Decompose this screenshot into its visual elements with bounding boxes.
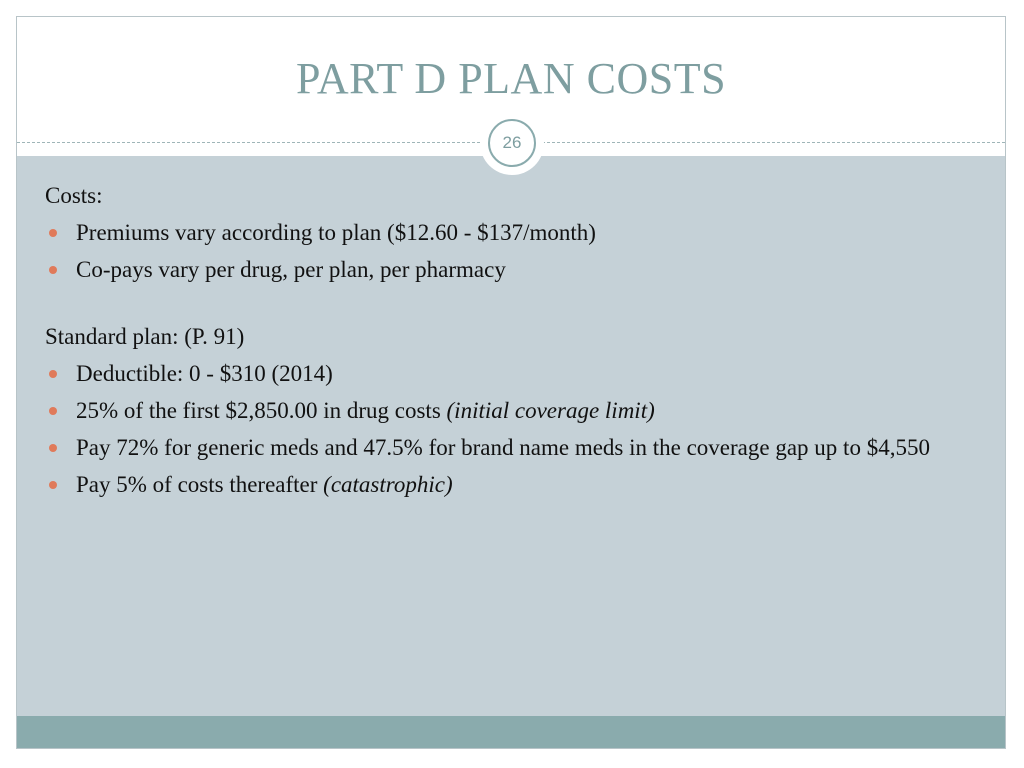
slide [16, 16, 1006, 749]
page-number-badge [480, 111, 544, 175]
bullet-dot-icon [49, 444, 57, 452]
list-item [45, 396, 985, 426]
bullet-dot-icon [49, 229, 57, 237]
bullet-dot-icon [49, 407, 57, 415]
list-item [45, 359, 985, 389]
standard-plan-heading: Standard plan: (P. 91) [45, 324, 245, 349]
list-item-emphasis: (initial coverage limit) [446, 398, 655, 423]
list-item [45, 433, 985, 463]
slide-body [45, 181, 985, 507]
list-item [45, 255, 985, 285]
bullet-dot-icon [49, 266, 57, 274]
bullet-dot-icon [49, 481, 57, 489]
list-item-text: 25% of the first $2,850.00 in drug costs [76, 398, 447, 423]
list-item-text: Premiums vary according to plan ($12.60 - $137/month) [76, 220, 596, 245]
footer-bar [17, 716, 1005, 749]
list-item-text: Deductible: 0 - $310 (2014) [76, 361, 333, 386]
list-item-text: Co-pays vary per drug, per plan, per pharmacy [76, 257, 506, 282]
list-item-emphasis: (catastrophic) [323, 472, 453, 497]
costs-heading: Costs: [45, 183, 103, 208]
list-item [45, 470, 985, 500]
list-item-text: Pay 72% for generic meds and 47.5% for brand name meds in the coverage gap up to $4,550 [76, 435, 930, 460]
bullet-dot-icon [49, 370, 57, 378]
list-item-text: Pay 5% of costs thereafter [76, 472, 324, 497]
costs-list [45, 218, 985, 285]
standard-plan-list [45, 359, 985, 500]
page-number: 26 [488, 119, 536, 167]
slide-title: PART D PLAN COSTS [295, 54, 727, 103]
list-item [45, 218, 985, 248]
